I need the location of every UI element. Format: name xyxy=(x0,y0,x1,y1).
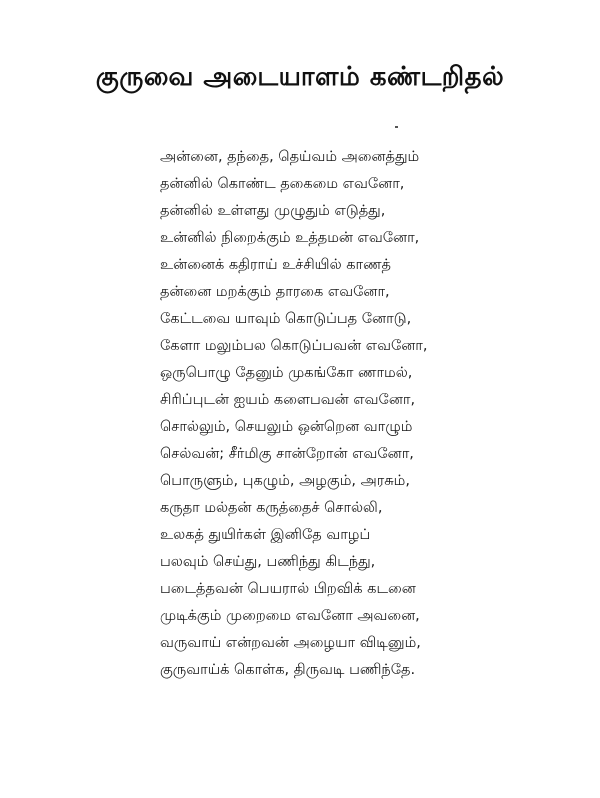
poem-line: தன்னில் கொண்ட தகைமை எவனோ, xyxy=(160,176,405,192)
poem-line: தன்னில் உள்ளது முழுதும் எடுத்து, xyxy=(160,203,386,219)
poem-line: அன்னை, தந்தை, தெய்வம் அனைத்தும் xyxy=(160,149,420,165)
poem-line: பலவும் செய்து, பணிந்து கிடந்து, xyxy=(160,554,376,570)
poem-line: கேட்டவை யாவும் கொடுப்பத னோடு, xyxy=(160,311,412,327)
poem-line: செல்வன்; சீர்மிகு சான்றோன் எவனோ, xyxy=(160,446,414,462)
poem-line: பொருளும், புகழும், அழகும், அரசும், xyxy=(160,473,410,489)
poem-line: கேளா மலும்பல கொடுப்பவன் எவனோ, xyxy=(160,338,428,354)
ink-speck xyxy=(395,126,398,128)
poem-line: தன்னை மறக்கும் தாரகை எவனோ, xyxy=(160,284,390,300)
poem-line: உன்னில் நிறைக்கும் உத்தமன் எவனோ, xyxy=(160,230,420,246)
poem-line: வருவாய் என்றவன் அழையா விடினும், xyxy=(160,635,421,651)
poem-line: உலகத் துயிர்கள் இனிதே வாழப் xyxy=(160,527,371,543)
page-title: குருவை அடையாளம் கண்டறிதல் xyxy=(95,62,505,92)
poem-line: ஒருபொழு தேனும் முகங்கோ ணாமல், xyxy=(160,365,413,381)
poem-line: முடிக்கும் முறைமை எவனோ அவனை, xyxy=(160,608,420,624)
poem-line: படைத்தவன் பெயரால் பிறவிக் கடனை xyxy=(160,581,416,597)
poem-line: சிரிப்புடன் ஐயம் களைபவன் எவனோ, xyxy=(160,392,416,408)
poem-body xyxy=(160,144,500,684)
poem-line: உன்னைக் கதிராய் உச்சியில் காணத் xyxy=(160,257,391,273)
poem-line: சொல்லும், செயலும் ஒன்றென வாழும் xyxy=(160,419,413,435)
poem-line: குருவாய்க் கொள்க, திருவடி பணிந்தே. xyxy=(160,662,416,678)
poem-line: கருதா மல்தன் கருத்தைச் சொல்லி, xyxy=(160,500,383,516)
